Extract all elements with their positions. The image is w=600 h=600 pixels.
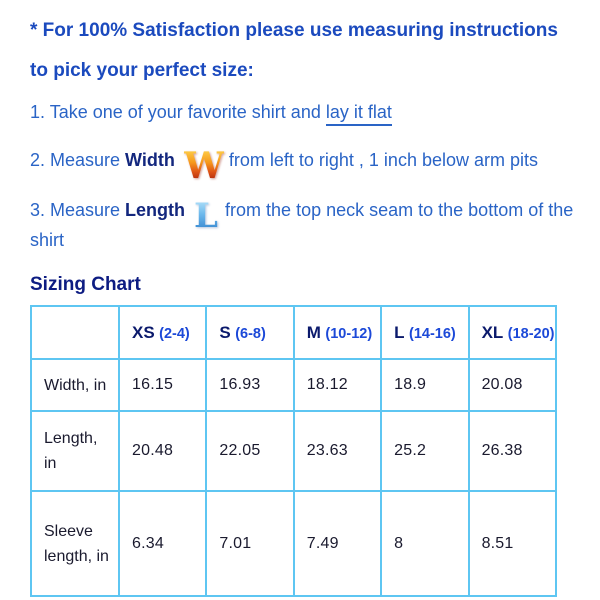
size-letter-l: L [394,322,405,342]
size-range-l: (14-16) [409,325,456,342]
width-row-label: Width, in [31,359,119,411]
lay-it-flat-link[interactable]: lay it flat [326,102,392,126]
size-column-header-xs [119,306,206,359]
width-row [31,359,556,411]
size-column-header-xl [469,306,556,359]
size-column-header-s [206,306,293,359]
sleeve-length-row [31,491,556,596]
size-range-s: (6-8) [235,325,266,342]
corner-cell [31,306,119,359]
sleeve-xs-value: 6.34 [119,491,206,596]
size-letter-xs: XS [132,322,155,342]
length-row [31,411,556,491]
measuring-step-2 [30,145,590,187]
l-letter-glyph: L [194,196,218,236]
length-xs-value: 20.48 [119,411,206,491]
length-row-label: Length, in [31,411,119,491]
w-letter-icon [183,145,225,187]
satisfaction-note [30,11,590,91]
width-keyword: Width [125,150,175,170]
l-letter-icon [194,196,218,236]
width-xl-value: 20.08 [469,359,556,411]
sizing-chart-heading: Sizing Chart [30,274,141,295]
length-m-value: 23.63 [294,411,381,491]
size-letter-m: M [306,322,321,342]
step-3-text: 3. Measure [30,200,126,220]
size-letter-s: S [219,322,231,342]
length-xl-value: 26.38 [469,411,556,491]
width-l-value: 18.9 [381,359,468,411]
sleeve-row-label: Sleeve length, in [31,491,119,596]
measuring-step-1 [30,97,590,127]
sleeve-s-value: 7.01 [206,491,293,596]
step-2-suffix: from left to right , 1 inch below arm pits [228,150,538,170]
size-guide-page [0,11,600,600]
length-l-value: 25.2 [381,411,468,491]
length-s-value: 22.05 [206,411,293,491]
step-3-suffix: from the top neck seam to the bottom of the shirt [30,200,574,250]
sizing-table-header-row [31,306,556,359]
sizing-table [30,305,557,597]
size-column-header-m [294,306,381,359]
length-keyword: Length [125,200,186,220]
size-range-m: (10-12) [325,325,373,342]
satisfaction-note-line2: to pick your perfect size: [30,60,254,81]
sleeve-xl-value: 8.51 [469,491,556,596]
size-column-header-l [381,306,468,359]
width-xs-value: 16.15 [119,359,206,411]
width-m-value: 18.12 [294,359,381,411]
w-letter-glyph: W [183,145,225,187]
size-letter-xl: XL [481,322,504,342]
step-1-text: 1. Take one of your favorite shirt and [30,102,326,122]
satisfaction-note-line1: * For 100% Satisfaction please use measuring instructions [30,20,558,41]
sleeve-m-value: 7.49 [294,491,381,596]
measuring-step-3 [30,195,590,255]
size-range-xl: (18-20) [507,325,555,342]
sleeve-l-value: 8 [381,491,468,596]
width-s-value: 16.93 [206,359,293,411]
step-2-text: 2. Measure [30,150,126,170]
size-range-xs: (2-4) [159,325,190,342]
